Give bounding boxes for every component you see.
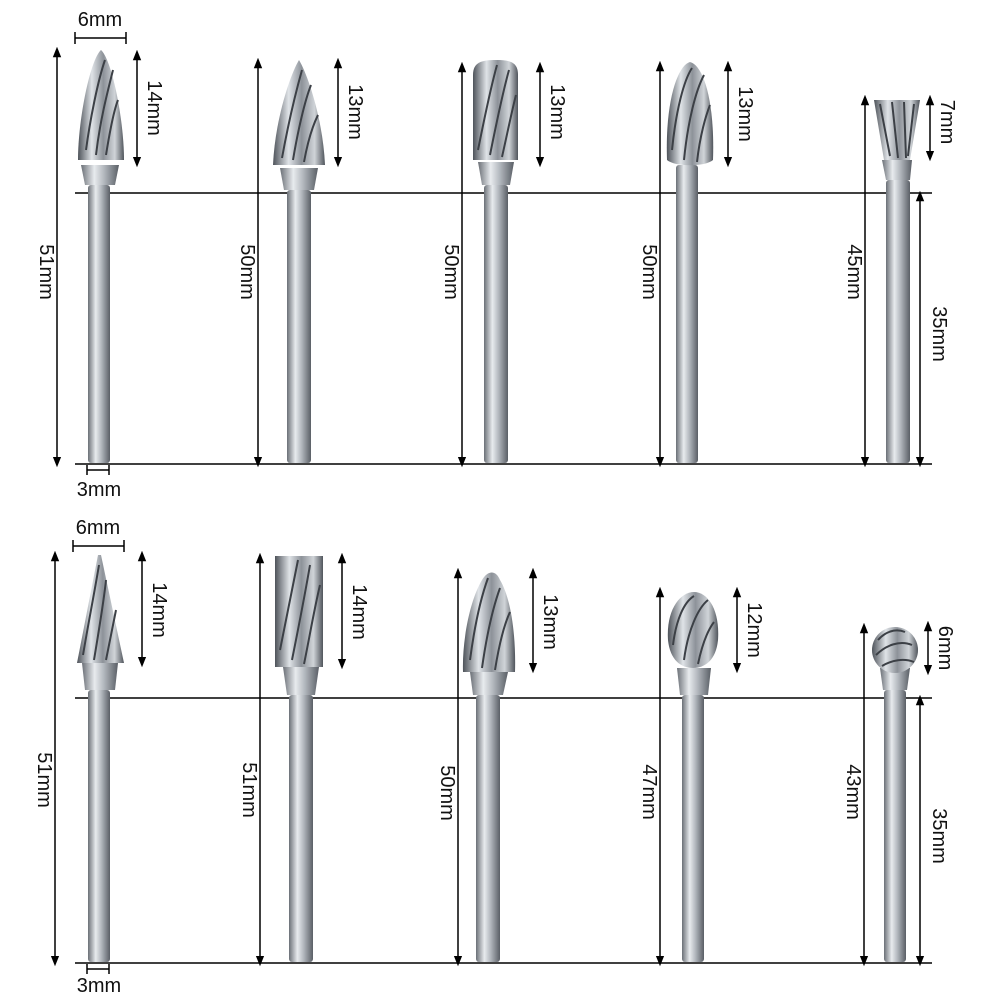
total-length-label: 50mm <box>440 244 462 300</box>
burr-tree-pointed <box>35 50 165 463</box>
burr-inverted-cone <box>843 100 958 463</box>
total-length-label: 50mm <box>436 765 458 821</box>
head-width-dimension <box>75 9 126 44</box>
head-length-label: 12mm <box>743 602 765 658</box>
burr-cone-pointed <box>33 555 170 962</box>
burr-tree-pointed <box>236 60 366 463</box>
head-width-label: 6mm <box>75 517 121 539</box>
head-length-label: 7mm <box>936 99 958 145</box>
head-length-label: 14mm <box>148 582 170 638</box>
head-length-label: 6mm <box>934 625 956 671</box>
shank-diameter-label: 3mm <box>76 479 122 501</box>
head-length-label: 13mm <box>539 594 561 650</box>
shank-diameter-dimension <box>77 465 121 501</box>
burr-tree-rounded <box>436 573 561 963</box>
shank-diameter-label: 3mm <box>76 975 122 997</box>
shank-length-label: 35mm <box>928 808 950 864</box>
burr-ball <box>842 626 956 962</box>
total-length-label: 51mm <box>238 762 260 818</box>
shank-length-label: 35mm <box>928 306 950 362</box>
burr-cylinder-radius-end <box>440 60 568 463</box>
burr-oval <box>638 62 756 463</box>
total-length-label: 50mm <box>236 244 258 300</box>
burr-cylinder-flat-end <box>238 556 370 962</box>
total-length-label: 47mm <box>638 764 660 820</box>
total-length-label: 51mm <box>33 752 55 808</box>
shank-diameter-dimension <box>77 964 121 997</box>
total-length-label: 45mm <box>843 244 865 300</box>
head-length-label: 14mm <box>348 584 370 640</box>
head-length-label: 14mm <box>143 80 165 136</box>
total-length-label: 43mm <box>842 764 864 820</box>
head-length-label: 13mm <box>546 84 568 140</box>
total-length-label: 50mm <box>638 244 660 300</box>
row-1 <box>35 9 958 501</box>
head-length-label: 13mm <box>344 84 366 140</box>
head-width-label: 6mm <box>77 9 123 31</box>
burr-oval <box>638 592 765 962</box>
head-length-label: 13mm <box>734 86 756 142</box>
row-2 <box>33 517 956 997</box>
total-length-label: 51mm <box>35 244 57 300</box>
head-width-dimension <box>73 517 124 552</box>
